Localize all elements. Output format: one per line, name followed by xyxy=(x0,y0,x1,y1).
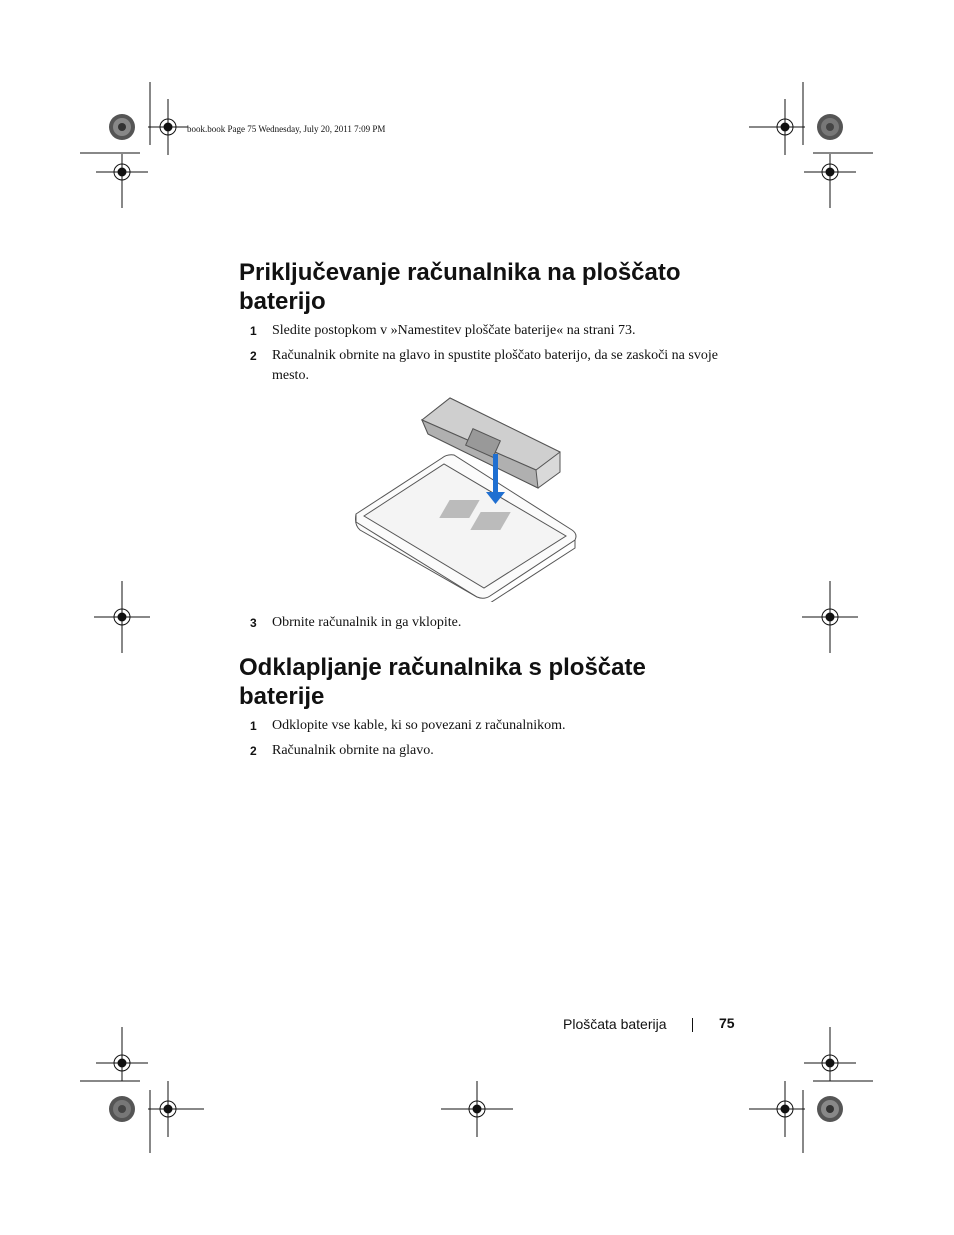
step-number: 3 xyxy=(250,616,257,630)
step-number: 1 xyxy=(250,324,257,338)
step-text: Odklopite vse kable, ki so povezani z računalnikom. xyxy=(272,718,566,733)
step-text: Obrnite računalnik in ga vklopite. xyxy=(272,615,462,630)
section-title-line: baterijo xyxy=(239,288,326,315)
step-number: 1 xyxy=(250,719,257,733)
footer-chapter-title: Ploščata baterija xyxy=(563,1016,667,1032)
step-number: 2 xyxy=(250,349,257,363)
step-text: Sledite postopkom v »Namestitev ploščate baterije« na strani 73. xyxy=(272,323,636,338)
section-title-line: baterije xyxy=(239,683,325,710)
step-text: Računalnik obrnite na glavo in spustite ploščato baterijo, da se zaskoči na svoje mesto. xyxy=(272,348,718,383)
step-number: 2 xyxy=(250,744,257,758)
footer-separator xyxy=(692,1018,693,1032)
section-title-line: Odklapljanje računalnika s ploščate xyxy=(239,654,646,681)
footer-page-number: 75 xyxy=(719,1015,735,1031)
section-title-attach xyxy=(239,258,681,316)
section-title-detach xyxy=(239,653,646,711)
slice-battery-illustration xyxy=(350,392,582,602)
section-title-line: Priključevanje računalnika na ploščato xyxy=(239,259,681,286)
step-text: Računalnik obrnite na glavo. xyxy=(272,743,434,758)
print-slug-line: book.book Page 75 Wednesday, July 20, 2011 7:09 PM xyxy=(187,124,386,134)
